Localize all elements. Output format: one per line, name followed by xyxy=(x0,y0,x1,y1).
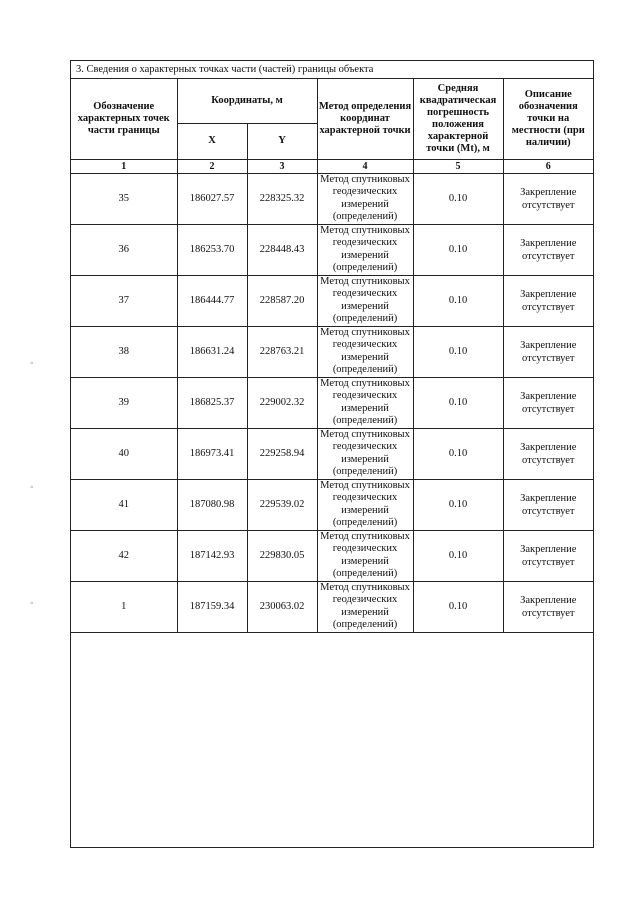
document-frame xyxy=(70,60,594,848)
accuracy-cell: 0.10 xyxy=(413,377,503,428)
accuracy-cell: 0.10 xyxy=(413,224,503,275)
table-row xyxy=(71,326,593,377)
description-cell: Закрепление отсутствует xyxy=(503,275,593,326)
method-cell: Метод спутниковых геодезических измерений (определений) xyxy=(317,428,413,479)
header-y: Y xyxy=(247,123,317,159)
table-row xyxy=(71,479,593,530)
coord-x: 187159.34 xyxy=(177,581,247,632)
coord-x: 187142.93 xyxy=(177,530,247,581)
accuracy-cell: 0.10 xyxy=(413,173,503,224)
header-point-designation: Обозначение характерных точек части границы xyxy=(71,79,177,159)
header-description: Описание обозначения точки на местности (при наличии) xyxy=(503,79,593,159)
binding-mark: ◦ xyxy=(30,598,34,609)
column-number: 3 xyxy=(247,159,317,173)
point-number: 37 xyxy=(71,275,177,326)
point-number: 36 xyxy=(71,224,177,275)
description-cell: Закрепление отсутствует xyxy=(503,530,593,581)
point-number: 40 xyxy=(71,428,177,479)
column-number: 4 xyxy=(317,159,413,173)
coord-y: 228763.21 xyxy=(247,326,317,377)
description-cell: Закрепление отсутствует xyxy=(503,173,593,224)
method-cell: Метод спутниковых геодезических измерений (определений) xyxy=(317,173,413,224)
table-row xyxy=(71,275,593,326)
header-method: Метод определения координат характерной точки xyxy=(317,79,413,159)
header-coordinates: Координаты, м xyxy=(177,79,317,123)
section-title: 3. Сведения о характерных точках части (частей) границы объекта xyxy=(71,61,593,79)
point-number: 38 xyxy=(71,326,177,377)
coord-x: 186825.37 xyxy=(177,377,247,428)
header-x: X xyxy=(177,123,247,159)
coord-y: 228448.43 xyxy=(247,224,317,275)
method-cell: Метод спутниковых геодезических измерений (определений) xyxy=(317,224,413,275)
accuracy-cell: 0.10 xyxy=(413,275,503,326)
accuracy-cell: 0.10 xyxy=(413,530,503,581)
coord-x: 186253.70 xyxy=(177,224,247,275)
description-cell: Закрепление отсутствует xyxy=(503,581,593,632)
description-cell: Закрепление отсутствует xyxy=(503,377,593,428)
column-number: 6 xyxy=(503,159,593,173)
coord-y: 228325.32 xyxy=(247,173,317,224)
table-row xyxy=(71,173,593,224)
coord-y: 229830.05 xyxy=(247,530,317,581)
method-cell: Метод спутниковых геодезических измерений (определений) xyxy=(317,479,413,530)
table-row xyxy=(71,377,593,428)
column-number: 2 xyxy=(177,159,247,173)
coord-x: 186973.41 xyxy=(177,428,247,479)
point-number: 41 xyxy=(71,479,177,530)
point-number: 39 xyxy=(71,377,177,428)
accuracy-cell: 0.10 xyxy=(413,428,503,479)
coord-y: 229002.32 xyxy=(247,377,317,428)
coord-x: 186027.57 xyxy=(177,173,247,224)
binding-mark: ◦ xyxy=(30,358,34,369)
method-cell: Метод спутниковых геодезических измерений (определений) xyxy=(317,581,413,632)
accuracy-cell: 0.10 xyxy=(413,581,503,632)
coord-y: 228587.20 xyxy=(247,275,317,326)
table-row xyxy=(71,581,593,632)
method-cell: Метод спутниковых геодезических измерений (определений) xyxy=(317,326,413,377)
description-cell: Закрепление отсутствует xyxy=(503,224,593,275)
coord-y: 229539.02 xyxy=(247,479,317,530)
table-row xyxy=(71,224,593,275)
description-cell: Закрепление отсутствует xyxy=(503,326,593,377)
table-row xyxy=(71,530,593,581)
column-number: 5 xyxy=(413,159,503,173)
point-number: 42 xyxy=(71,530,177,581)
coord-y: 230063.02 xyxy=(247,581,317,632)
table-row xyxy=(71,428,593,479)
method-cell: Метод спутниковых геодезических измерений (определений) xyxy=(317,377,413,428)
point-number: 1 xyxy=(71,581,177,632)
accuracy-cell: 0.10 xyxy=(413,479,503,530)
coord-x: 186631.24 xyxy=(177,326,247,377)
points-table xyxy=(71,79,593,633)
coord-x: 186444.77 xyxy=(177,275,247,326)
point-number: 35 xyxy=(71,173,177,224)
coord-y: 229258.94 xyxy=(247,428,317,479)
method-cell: Метод спутниковых геодезических измерений (определений) xyxy=(317,530,413,581)
description-cell: Закрепление отсутствует xyxy=(503,479,593,530)
column-number-row xyxy=(71,159,593,173)
column-number: 1 xyxy=(71,159,177,173)
header-accuracy: Средняя квадратическая погрешность положения характерной точки (Mt), м xyxy=(413,79,503,159)
coord-x: 187080.98 xyxy=(177,479,247,530)
description-cell: Закрепление отсутствует xyxy=(503,428,593,479)
method-cell: Метод спутниковых геодезических измерений (определений) xyxy=(317,275,413,326)
binding-mark: ◦ xyxy=(30,482,34,493)
accuracy-cell: 0.10 xyxy=(413,326,503,377)
